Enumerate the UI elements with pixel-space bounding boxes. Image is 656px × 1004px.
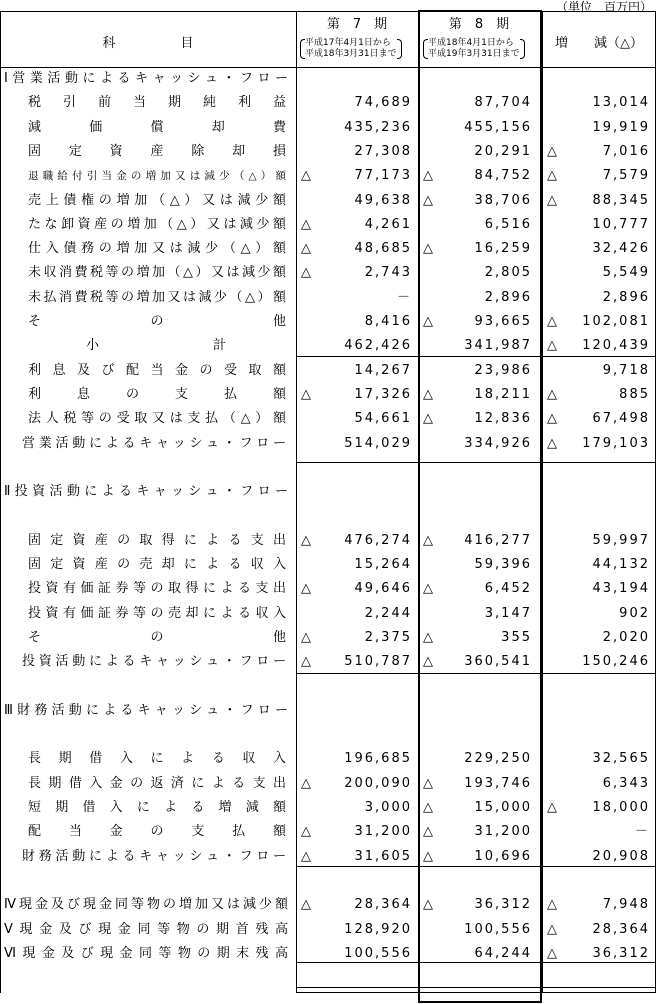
horizontal-rule (0, 11, 655, 12)
row-label: 未払消費税等の増加又は減少（△）額 (28, 289, 286, 305)
horizontal-rule (0, 67, 655, 68)
period7-value: 31,200 (354, 824, 412, 840)
table-row (0, 480, 656, 504)
table-row (0, 164, 656, 188)
period8-value: 16,259 (474, 241, 532, 257)
period8-value: 100,556 (464, 921, 532, 937)
period8-value: 84,752 (474, 168, 532, 184)
table-row (0, 310, 656, 334)
table-row (0, 772, 656, 796)
negative-mark: △ (301, 386, 311, 402)
period8-value: 455,156 (464, 119, 532, 135)
row-label: そ の 他 (28, 629, 286, 645)
negative-mark: △ (547, 168, 557, 184)
negative-mark: △ (547, 921, 557, 937)
period8-value: 93,665 (474, 314, 532, 329)
negative-mark: △ (301, 848, 311, 864)
change-value: 179,103 (582, 435, 650, 451)
table-row (0, 334, 656, 358)
table-row (0, 432, 656, 456)
period8-value: 193,746 (464, 775, 532, 791)
row-label: 固定資産除却損 (28, 143, 286, 159)
period8-value: 18,211 (474, 386, 532, 402)
negative-mark: △ (547, 945, 557, 961)
negative-mark: △ (423, 581, 433, 597)
row-label: 利息及び配当金の受取額 (28, 362, 286, 378)
period7-value: 48,685 (354, 241, 412, 257)
period7-range-end: 平成18年3月31日まで (305, 49, 397, 59)
change-value: 120,439 (582, 338, 650, 354)
row-label (28, 723, 286, 747)
period7-value: 8,416 (364, 314, 412, 329)
negative-mark: △ (423, 800, 433, 815)
table-row (0, 456, 656, 480)
period8-value: 360,541 (464, 654, 532, 670)
period7-value: 74,689 (354, 95, 412, 111)
table-row (0, 91, 656, 115)
negative-mark: △ (301, 532, 311, 548)
row-label: 利息の支払額 (28, 386, 286, 402)
period8-value: 38,706 (474, 192, 532, 208)
row-label: 投資有価証券等の取得による支出 (28, 581, 286, 597)
vertical-rule (542, 11, 543, 993)
row-label (28, 869, 286, 893)
header-change: 増 減（△） (555, 36, 643, 51)
negative-mark: △ (301, 265, 311, 281)
period8-value: 6,452 (484, 581, 532, 597)
period8-value: 20,291 (474, 143, 532, 159)
table-row (0, 577, 656, 601)
period7-value: 196,685 (344, 751, 412, 767)
row-label: 長期借入金の返済による支出 (28, 775, 286, 791)
row-label: そ の 他 (28, 314, 286, 329)
row-label: 配当金の支払額 (28, 824, 286, 840)
period8-range-start: 平成18年4月1日から (428, 38, 514, 48)
table-row (0, 140, 656, 164)
row-label: 退職給付引当金の増加又は減少（△）額 (28, 170, 286, 183)
header-period7-range (305, 38, 397, 60)
period7-value: 15,264 (354, 557, 412, 572)
change-value: 32,565 (592, 751, 650, 767)
negative-mark: △ (547, 411, 557, 427)
table-row (0, 675, 656, 699)
negative-mark: △ (423, 168, 433, 184)
row-label: 営業活動によるキャッシュ・フロー (22, 435, 286, 451)
change-value: 10,777 (592, 216, 650, 232)
negative-mark: △ (423, 241, 433, 257)
period7-value: 2,743 (364, 265, 412, 281)
change-value: 902 (619, 605, 650, 621)
row-label: 税引前当期純利益 (28, 95, 286, 111)
row-label: Ⅳ現金及び現金同等物の増加又は減少額 (4, 897, 288, 913)
header-subject: 科 目 (102, 36, 194, 51)
row-label: Ⅱ投資活動によるキャッシュ・フロー (4, 484, 288, 500)
header-period7: 第 7 期 (326, 17, 388, 32)
negative-mark: △ (423, 411, 433, 427)
table-row (0, 820, 656, 844)
change-value: 28,364 (592, 921, 650, 937)
table-row (0, 189, 656, 213)
change-value: 150,246 (582, 654, 650, 670)
period8-value: 23,986 (474, 362, 532, 378)
table-row (0, 650, 656, 674)
row-label: 長期借入による収入 (28, 751, 286, 767)
row-label: Ⅲ財務活動によるキャッシュ・フロー (4, 702, 288, 718)
table-row (0, 286, 656, 310)
negative-mark: △ (547, 386, 557, 402)
period7-value: 77,173 (354, 168, 412, 184)
table-row (0, 213, 656, 237)
negative-mark: △ (423, 654, 433, 670)
vertical-rule (296, 11, 297, 993)
row-label: Ⅰ営業活動によるキャッシュ・フロー (4, 71, 288, 86)
period7-value: 54,661 (354, 411, 412, 427)
negative-mark: △ (301, 216, 311, 232)
row-label: たな卸資産の増加（△）又は減少額 (28, 216, 286, 232)
change-value: 5,549 (602, 265, 650, 281)
period7-value: 2,244 (364, 605, 412, 621)
row-label: 財務活動によるキャッシュ・フロー (22, 848, 286, 864)
negative-mark: △ (423, 848, 433, 864)
negative-mark: △ (423, 532, 433, 548)
period7-value: 4,261 (364, 216, 412, 232)
row-label: 固定資産の取得による支出 (28, 532, 286, 548)
period7-value: 14,267 (354, 362, 412, 378)
table-row (0, 359, 656, 383)
change-value: 6,343 (602, 775, 650, 791)
current-period-frame (418, 10, 542, 1003)
period8-range-end: 平成19年3月31日まで (428, 49, 520, 59)
negative-mark: △ (301, 824, 311, 840)
period8-value: 59,396 (474, 557, 532, 572)
change-value: 7,579 (602, 168, 650, 184)
period8-value: 15,000 (474, 800, 532, 815)
negative-mark: △ (423, 897, 433, 913)
table-row (0, 407, 656, 431)
change-value: 43,194 (592, 581, 650, 597)
negative-mark: △ (301, 775, 311, 791)
period8-value: 87,704 (474, 95, 532, 111)
row-label: 減価償却費 (28, 119, 286, 135)
negative-mark: △ (423, 314, 433, 329)
change-value: 7,948 (602, 897, 650, 913)
row-label (28, 675, 286, 699)
period8-value: 64,244 (474, 945, 532, 961)
negative-mark: △ (547, 338, 557, 354)
period8-value: 12,836 (474, 411, 532, 427)
period7-value: 514,029 (344, 435, 412, 451)
row-label (28, 456, 286, 480)
period7-value: 200,090 (344, 775, 412, 791)
negative-mark: △ (301, 241, 311, 257)
period7-value: 462,426 (344, 338, 412, 354)
change-value: 20,908 (592, 848, 650, 864)
table-row (0, 383, 656, 407)
period8-value: 36,312 (474, 897, 532, 913)
period7-value: 2,375 (364, 629, 412, 645)
period8-value: 334,926 (464, 435, 532, 451)
change-value: 44,132 (592, 557, 650, 572)
period7-value: 31,605 (354, 848, 412, 864)
table-row (0, 845, 656, 869)
negative-mark: △ (547, 800, 557, 815)
change-value: 19,919 (592, 119, 650, 135)
row-label: Ⅴ現金及び現金同等物の期首残高 (4, 921, 288, 937)
row-label: 売上債権の増加（△）又は減少額 (28, 192, 286, 208)
table-row (0, 699, 656, 723)
period7-value: － (396, 289, 412, 305)
change-value: 67,498 (592, 411, 650, 427)
negative-mark: △ (423, 824, 433, 840)
period7-value: 3,000 (364, 800, 412, 815)
table-row (0, 747, 656, 771)
table-row (0, 723, 656, 747)
change-value: 59,997 (592, 532, 650, 548)
change-value: 2,020 (602, 629, 650, 645)
negative-mark: △ (547, 143, 557, 159)
unit-label: （単位 百万円） (555, 0, 652, 14)
table-row (0, 529, 656, 553)
row-label (28, 504, 286, 528)
table-row (0, 67, 656, 91)
period7-value: 510,787 (344, 654, 412, 670)
negative-mark: △ (547, 435, 557, 451)
table-row (0, 918, 656, 942)
change-value: 32,426 (592, 241, 650, 257)
table-row (0, 553, 656, 577)
table-row (0, 504, 656, 528)
change-value: 2,896 (602, 289, 650, 305)
header-period8: 第 8 期 (448, 17, 510, 32)
negative-mark: △ (301, 654, 311, 670)
period7-value: 17,326 (354, 386, 412, 402)
period8-value: 2,896 (484, 289, 532, 305)
period8-value: 10,696 (474, 848, 532, 864)
change-value: 9,718 (602, 362, 650, 378)
negative-mark: △ (423, 629, 433, 645)
change-value: 18,000 (592, 800, 650, 815)
row-label: 法人税等の受取又は支払（△）額 (28, 411, 286, 427)
change-value: 13,014 (592, 95, 650, 111)
period7-value: 27,308 (354, 143, 412, 159)
period8-value: 341,987 (464, 338, 532, 354)
row-label: 未収消費税等の増加（△）又は減少額 (28, 265, 286, 281)
row-label: Ⅵ現金及び現金同等物の期末残高 (4, 945, 288, 961)
period8-value: 2,805 (484, 265, 532, 281)
table-row (0, 602, 656, 626)
period8-value: 355 (501, 629, 532, 645)
negative-mark: △ (301, 897, 311, 913)
row-label: 投資有価証券等の売却による収入 (28, 605, 286, 621)
period7-value: 128,920 (344, 921, 412, 937)
negative-mark: △ (301, 581, 311, 597)
period7-value: 28,364 (354, 897, 412, 913)
negative-mark: △ (423, 192, 433, 208)
row-label: 固定資産の売却による収入 (28, 557, 286, 572)
table-row (0, 116, 656, 140)
table-row (0, 237, 656, 261)
period7-value: 435,236 (344, 119, 412, 135)
table-row (0, 869, 656, 893)
change-value: 102,081 (582, 314, 650, 329)
period7-value: 100,556 (344, 945, 412, 961)
period7-value: 49,638 (354, 192, 412, 208)
period7-value: 476,274 (344, 532, 412, 548)
period8-value: 6,516 (484, 216, 532, 232)
change-value: 36,312 (592, 945, 650, 961)
change-value: － (634, 824, 650, 840)
period8-value: 3,147 (484, 605, 532, 621)
row-label: 仕入債務の増加又は減少（△）額 (28, 241, 286, 257)
change-value: 7,016 (602, 143, 650, 159)
row-label: 小 計 (86, 338, 226, 354)
period7-value: 49,646 (354, 581, 412, 597)
negative-mark: △ (301, 629, 311, 645)
period8-value: 229,250 (464, 751, 532, 767)
negative-mark: △ (423, 386, 433, 402)
table-row (0, 261, 656, 285)
table-row (0, 893, 656, 917)
negative-mark: △ (547, 314, 557, 329)
negative-mark: △ (423, 775, 433, 791)
table-row (0, 796, 656, 820)
vertical-rule (0, 11, 1, 993)
change-value: 885 (619, 386, 650, 402)
change-value: 88,345 (592, 192, 650, 208)
row-label: 投資活動によるキャッシュ・フロー (22, 654, 286, 670)
period8-value: 416,277 (464, 532, 532, 548)
negative-mark: △ (547, 897, 557, 913)
table-row (0, 626, 656, 650)
period7-range-start: 平成17年4月1日から (305, 38, 391, 48)
negative-mark: △ (301, 168, 311, 184)
period8-value: 31,200 (474, 824, 532, 840)
negative-mark: △ (547, 192, 557, 208)
row-label: 短期借入による増減額 (28, 800, 286, 815)
